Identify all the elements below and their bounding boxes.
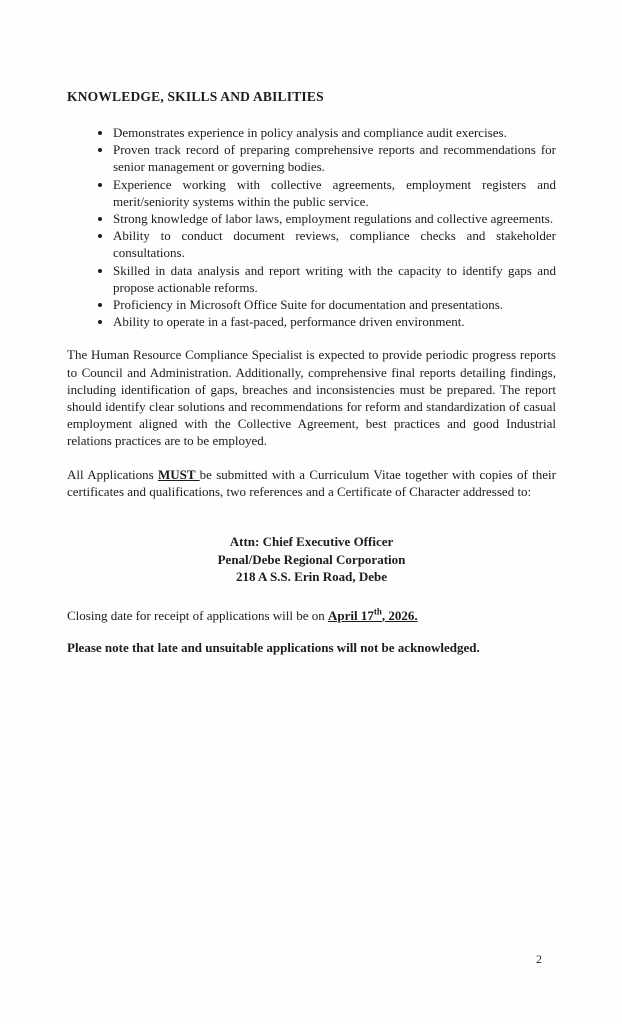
bullet-item: • Proficiency in Microsoft Office Suite for documentation and presentations. (113, 296, 556, 313)
address-attn-line: Attn: Chief Executive Officer (229, 534, 394, 550)
bullet-item: • Experience working with collective agreements, employment registers and merit/seniority systems within the public service. (113, 176, 556, 210)
closing-date-line (67, 607, 556, 624)
section-heading: KNOWLEDGE, SKILLS AND ABILITIES (67, 89, 324, 104)
application-instructions-paragraph (67, 466, 556, 500)
bullet-item: • Ability to operate in a fast-paced, performance driven environment. (113, 313, 556, 330)
closing-date-value (328, 608, 418, 623)
application-text-prefix: All Applications (67, 466, 158, 482)
closing-date-year: , 2026. (381, 607, 418, 623)
closing-date-prefix: Closing date for receipt of applications will be on (67, 607, 329, 623)
page-number: 2 (536, 952, 542, 966)
address-block (67, 533, 556, 586)
must-emphasis: MUST (157, 466, 200, 482)
bullet-item: • Demonstrates experience in policy analysis and compliance audit exercises. (113, 124, 556, 141)
closing-date-ordinal: th (373, 606, 382, 617)
bullet-item: • Ability to conduct document reviews, compliance checks and stakeholder consultations. (113, 227, 556, 261)
closing-date-main: April 17 (328, 607, 374, 623)
bullet-item: • Proven track record of preparing comprehensive reports and recommendations for senior management or governing bodies. (113, 141, 556, 175)
document-content (67, 88, 556, 669)
bullet-item: • Strong knowledge of labor laws, employment regulations and collective agreements. (113, 210, 556, 227)
address-org-line: Penal/Debe Regional Corporation (217, 551, 406, 567)
late-applications-note: Please note that late and unsuitable applications will not be acknowledged. (67, 639, 480, 655)
bullet-item: • Skilled in data analysis and report writing with the capacity to identify gaps and propose actionable reforms. (113, 262, 556, 296)
reporting-paragraph: The Human Resource Compliance Specialist is expected to provide periodic progress reports to Council and Administration. Additionally, comprehensive final reports detailing findings, including identification of gaps, breaches and inconsistencies must be prepared. The report should identify clear solutions and recommendations for reform and standardization of casual employment aligned with the Collective Agreement, best practices and good Industrial relations practices are to be employed. (67, 347, 556, 449)
application-text-suffix: be submitted with a Curriculum Vitae together with copies of their certificates and qualifications, two references and a Certificate of Character addressed to: (67, 466, 556, 499)
address-street-line: 218 A S.S. Erin Road, Debe (236, 569, 387, 585)
skills-bullet-list (67, 124, 556, 330)
